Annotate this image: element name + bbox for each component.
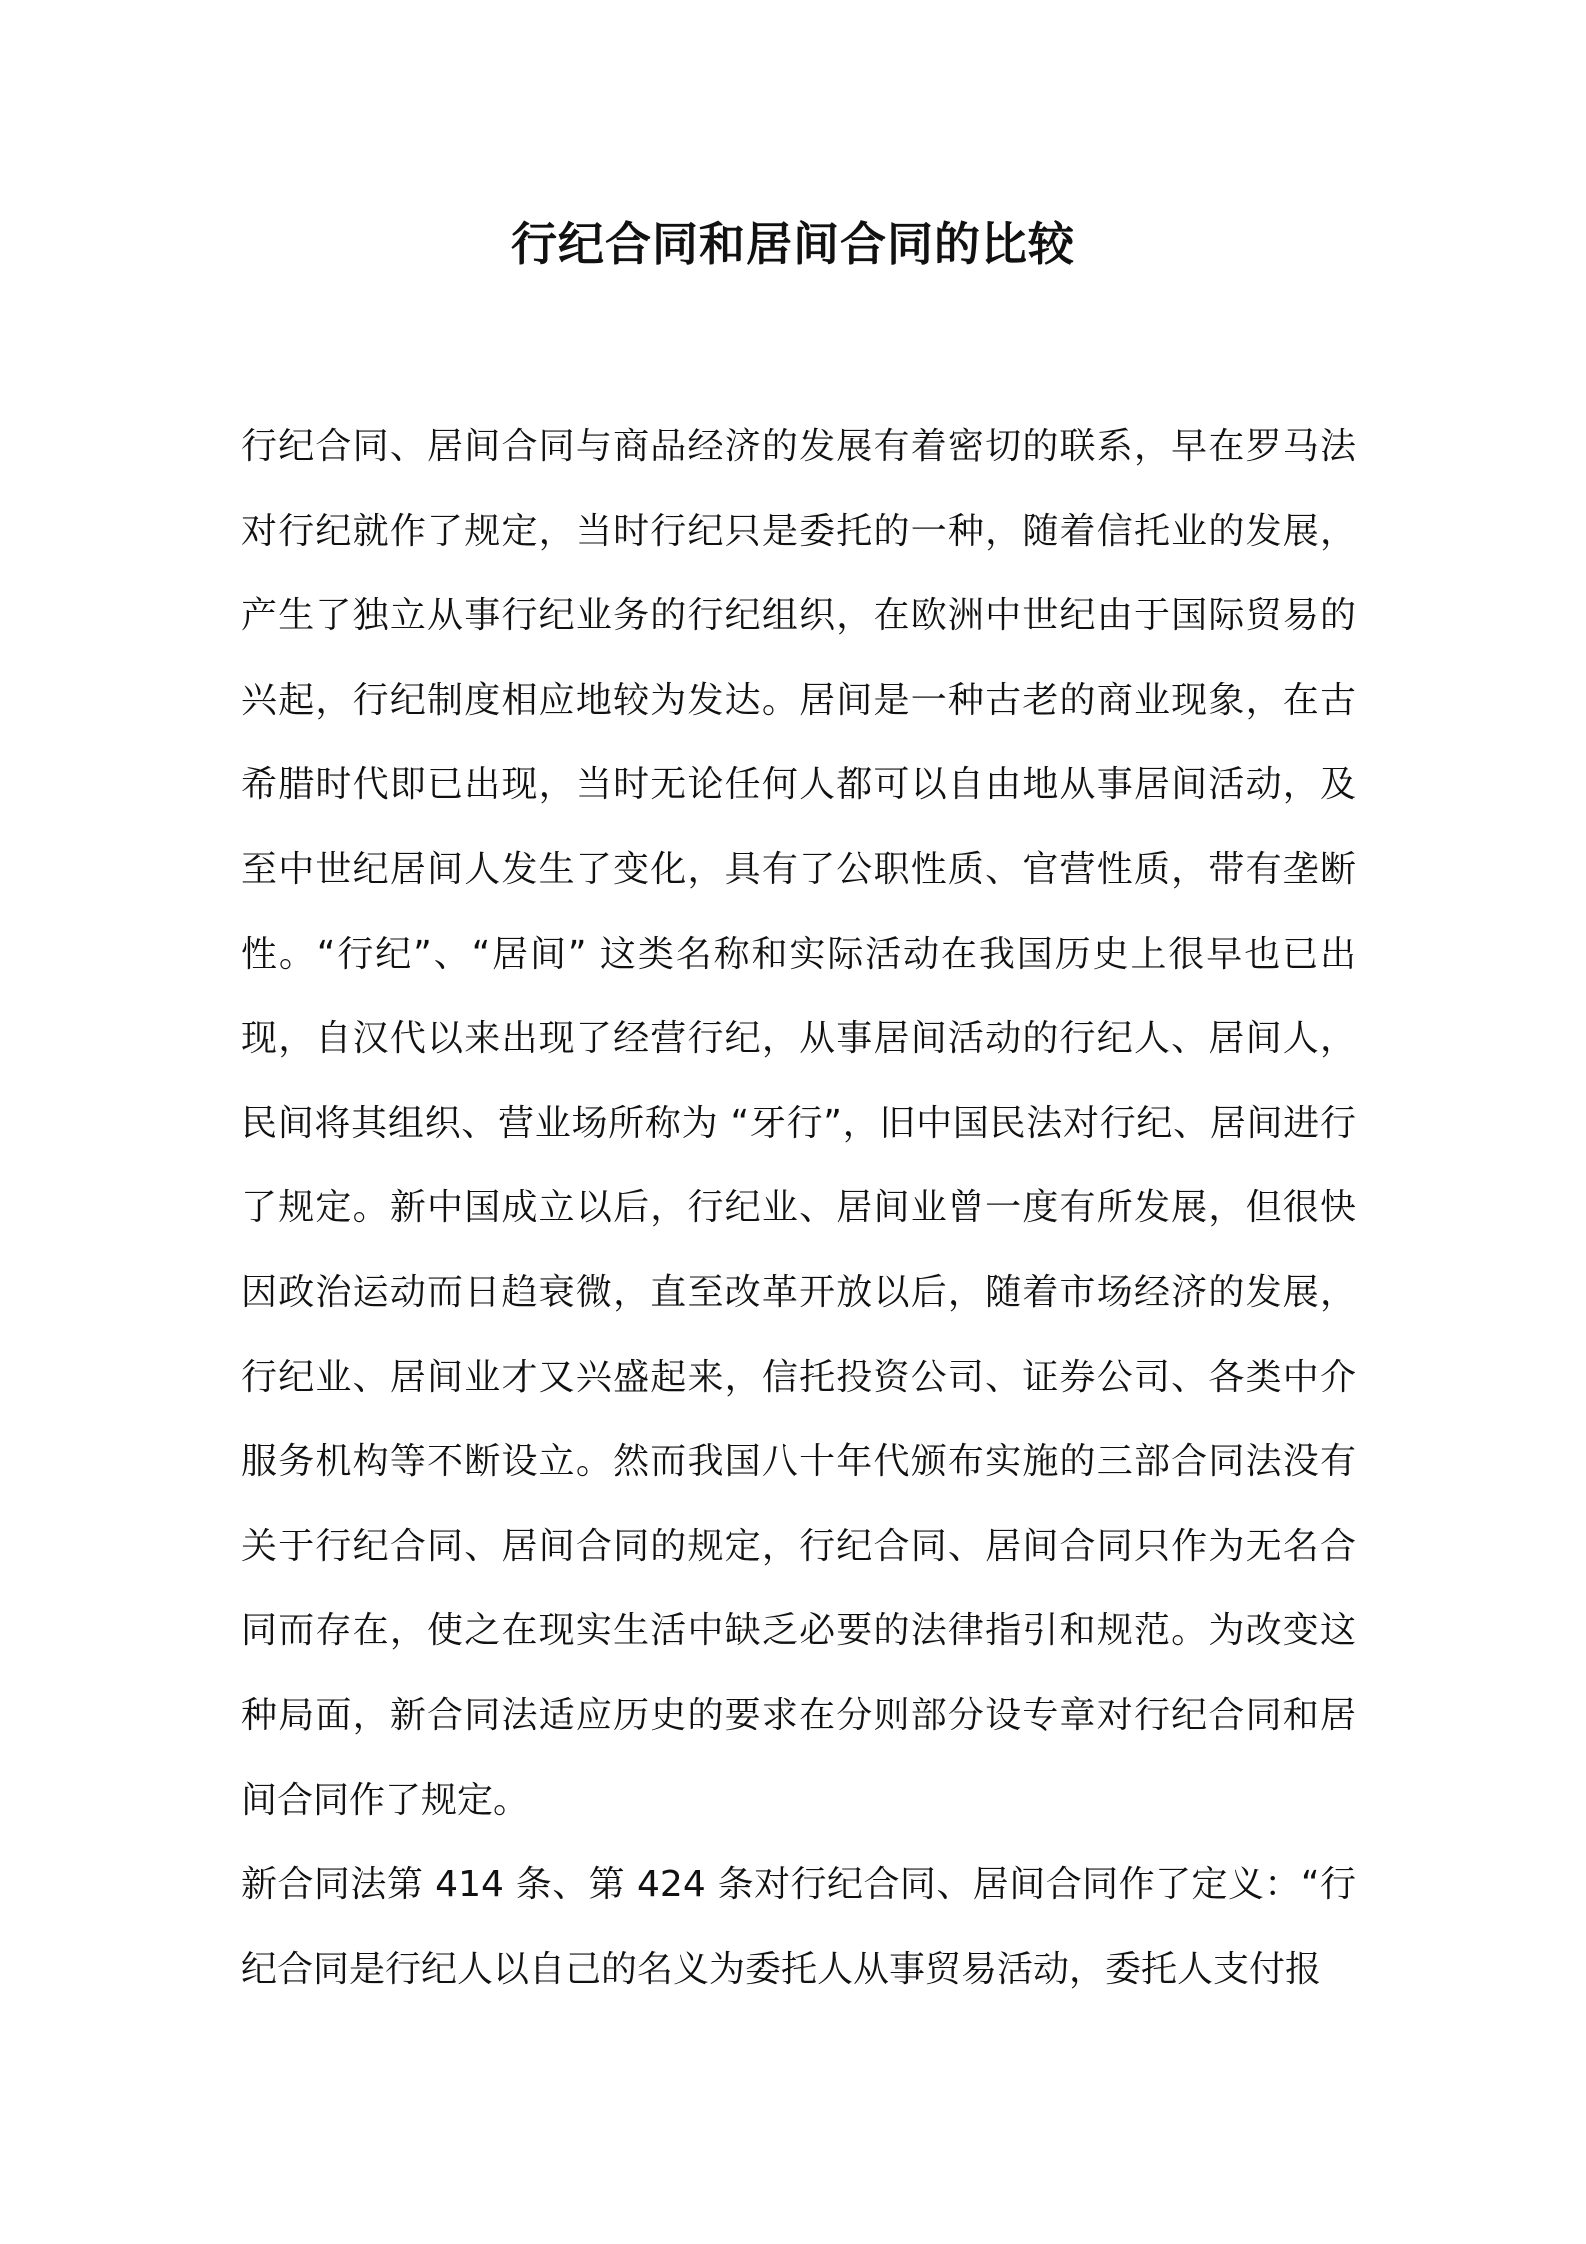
document-title: 行纪合同和居间合同的比较 <box>511 217 1075 271</box>
document-body <box>241 405 1356 2012</box>
paragraph-history: 行纪合同、居间合同与商品经济的发展有着密切的联系，早在罗马法对行纪就作了规定，当时行纪只是委托的一种，随着信托业的发展，产生了独立从事行纪业务的行纪组织，在欧洲中世纪由于国际贸易的兴起，行纪制度相应地较为发达。居间是一种古老的商业现象，在古希腊时代即已出现，当时无论任何人都可以自由地从事居间活动，及至中世纪居间人发生了变化，具有了公职性质、官营性质，带有垄断性。“行纪”、“居间” 这类名称和实际活动在我国历史上很早也已出现，自汉代以来出现了经营行纪，从事居间活动的行纪人、居间人，民间将其组织、营业场所称为 “牙行”，旧中国民法对行纪、居间进行了规定。新中国成立以后，行纪业、居间业曾一度有所发展，但很快因政治运动而日趋衰微，直至改革开放以后，随着市场经济的发展，行纪业、居间业才又兴盛起来，信托投资公司、证券公司、各类中介服务机构等不断设立。然而我国八十年代颁布实施的三部合同法没有关于行纪合同、居间合同的规定，行纪合同、居间合同只作为无名合同而存在，使之在现实生活中缺乏必要的法律指引和规范。为改变这种局面，新合同法适应历史的要求在分则部分设专章对行纪合同和居间合同作了规定。 <box>241 426 1356 1821</box>
paragraph-definition: 新合同法第 414 条、第 424 条对行纪合同、居间合同作了定义：“行纪合同是行纪人以自己的名义为委托人从事贸易活动，委托人支付报 <box>241 1864 1356 1990</box>
